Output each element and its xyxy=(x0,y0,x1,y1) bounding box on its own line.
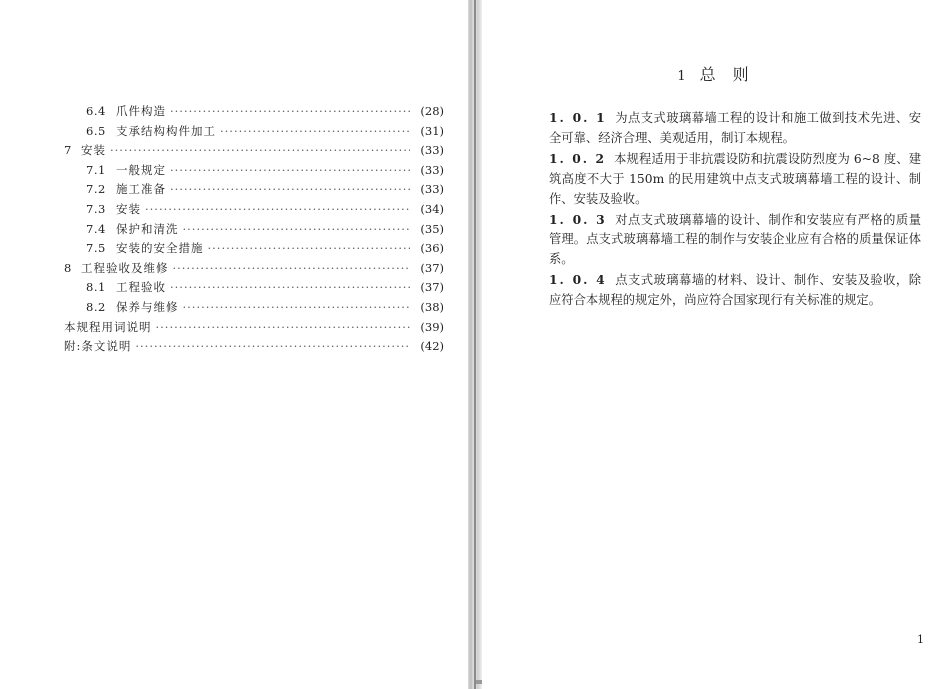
toc-entry-number: 7.3 xyxy=(86,201,106,216)
toc-entry xyxy=(64,260,444,280)
toc-entry-title: 安装 xyxy=(116,201,141,216)
toc-entry-number: 7 xyxy=(64,143,72,158)
toc-entry-title: 保护和清洗 xyxy=(116,221,179,236)
toc-entry-title: 施工准备 xyxy=(116,182,166,197)
toc-entry-title: 本规程用词说明 xyxy=(64,319,152,334)
clause-number: 1. 0. 3 xyxy=(549,211,607,227)
toc-dot-leader xyxy=(170,182,410,196)
toc-entry-page: (33) xyxy=(420,162,444,177)
toc-entry-page: (36) xyxy=(420,241,444,256)
toc-dot-leader xyxy=(183,222,411,236)
toc-entry-page: (42) xyxy=(420,339,444,354)
toc-entry-title: 安装的安全措施 xyxy=(116,241,204,256)
clause-paragraph xyxy=(549,108,921,149)
toc-entry xyxy=(64,299,444,319)
clause-paragraph xyxy=(549,210,921,271)
toc-dot-leader xyxy=(170,104,410,118)
toc-entry-number: 8.1 xyxy=(86,280,106,295)
toc-dot-leader xyxy=(156,320,411,334)
toc-entry-title: 工程验收及维修 xyxy=(81,260,169,275)
toc-entry-title: 附:条文说明 xyxy=(64,339,132,354)
toc-entry-title: 一般规定 xyxy=(116,162,166,177)
toc-entry-page: (28) xyxy=(420,104,444,118)
clause-text: 对点支式玻璃幕墙的设计、制作和安装应有严格的质量管理。点支式玻璃幕墙工程的制作与安装企业应有合格的质量保证体系。 xyxy=(549,212,921,267)
toc-entry-number: 7.4 xyxy=(86,221,106,236)
toc-dot-leader xyxy=(208,241,411,255)
clause-list xyxy=(549,108,921,311)
toc-entry xyxy=(64,221,444,241)
clause-number: 1. 0. 4 xyxy=(549,272,607,288)
toc-dot-leader xyxy=(173,261,411,275)
toc-entry xyxy=(64,142,444,162)
toc-entry-page: (35) xyxy=(420,221,444,236)
right-page xyxy=(482,0,950,689)
toc-entry-page: (33) xyxy=(420,143,444,158)
toc-entry xyxy=(64,319,444,339)
toc-entry-page: (39) xyxy=(420,319,444,334)
toc-entry-page: (33) xyxy=(420,182,444,197)
toc-entry-number: 7.5 xyxy=(86,241,106,256)
toc-dot-leader xyxy=(170,280,410,294)
toc-entry xyxy=(64,201,444,221)
toc-entry-number: 7.1 xyxy=(86,162,106,177)
page-number: 1 xyxy=(917,633,924,646)
toc-dot-leader xyxy=(145,202,410,216)
clause-paragraph xyxy=(549,149,921,210)
chapter-heading xyxy=(482,62,950,85)
toc-entry xyxy=(64,123,444,143)
clause-text: 点支式玻璃幕墙的材料、设计、制作、安装及验收，除应符合本规程的规定外，尚应符合国家现行有关标准的规定。 xyxy=(549,273,921,308)
toc-entry xyxy=(64,279,444,299)
toc-entry-title: 工程验收 xyxy=(116,280,166,295)
toc-entry-title: 保养与维修 xyxy=(116,299,179,314)
clause-text: 本规程适用于非抗震设防和抗震设防烈度为 6~8 度、建筑高度不大于 150m 的民用建筑中点支式玻璃幕墙工程的设计、制作、安装及验收。 xyxy=(549,151,921,206)
toc-entry-page: (38) xyxy=(420,299,444,314)
toc-dot-leader xyxy=(135,339,410,353)
toc-dot-leader xyxy=(170,163,410,177)
toc-dot-leader xyxy=(110,143,410,157)
table-of-contents xyxy=(64,103,444,358)
toc-entry xyxy=(64,181,444,201)
toc-entry xyxy=(64,103,444,123)
gutter-fold-line xyxy=(474,0,476,689)
toc-entry-page: (31) xyxy=(420,123,444,138)
chapter-number: 1 xyxy=(677,69,686,84)
clause-number: 1. 0. 2 xyxy=(549,150,607,166)
clause-number: 1. 0. 1 xyxy=(549,110,607,125)
clause-text: 为点支式玻璃幕墙工程的设计和施工做到技术先进、安全可靠、经济合理、美观适用，制订本规程。 xyxy=(549,111,921,145)
toc-entry xyxy=(64,338,444,358)
toc-entry-title: 安装 xyxy=(81,143,106,158)
toc-entry-number: 6.5 xyxy=(86,123,106,138)
toc-dot-leader xyxy=(220,124,410,138)
toc-entry xyxy=(64,240,444,260)
toc-entry-number: 8.2 xyxy=(86,299,106,314)
toc-entry-number: 6.4 xyxy=(86,104,106,118)
toc-entry-page: (34) xyxy=(420,201,444,216)
chapter-title: 总 则 xyxy=(699,65,755,84)
toc-entry-number: 8 xyxy=(64,260,72,275)
clause-paragraph xyxy=(549,270,921,311)
toc-entry-page: (37) xyxy=(420,280,444,295)
toc-entry-page: (37) xyxy=(420,260,444,275)
toc-entry-title: 爪件构造 xyxy=(116,104,166,118)
toc-entry-title: 支承结构构件加工 xyxy=(116,123,216,138)
toc-dot-leader xyxy=(183,300,411,314)
toc-entry-number: 7.2 xyxy=(86,182,106,197)
toc-entry xyxy=(64,162,444,182)
